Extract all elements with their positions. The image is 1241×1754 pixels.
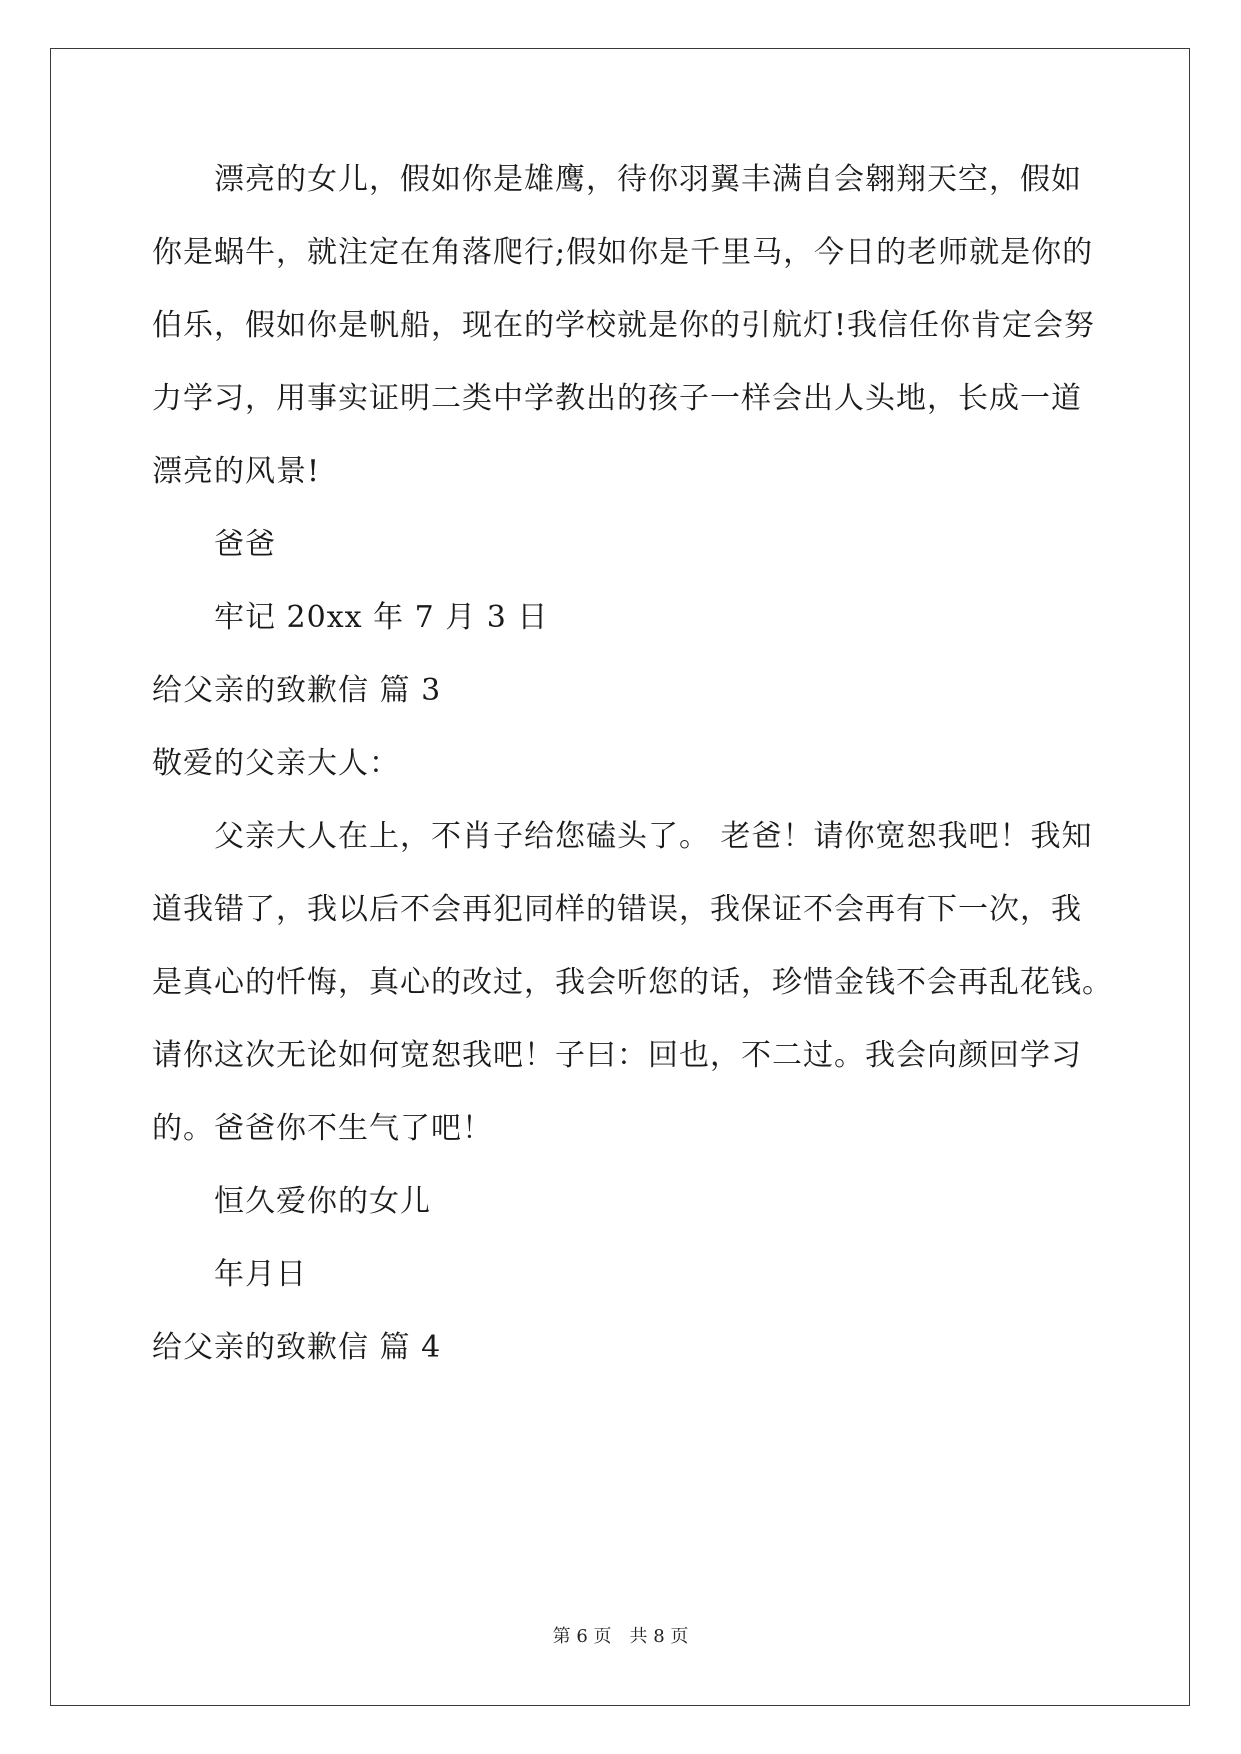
signature-line: 爸爸	[214, 527, 276, 562]
paragraph-line: 漂亮的女儿，假如你是雄鹰，待你羽翼丰满自会翱翔天空，假如	[214, 162, 1082, 197]
paragraph-line: 的。爸爸你不生气了吧！	[152, 1111, 493, 1146]
paragraph-line: 漂亮的风景!	[152, 454, 321, 489]
section-heading: 给父亲的致歉信 篇 3	[152, 673, 442, 708]
page-border	[50, 48, 1190, 1706]
paragraph-line: 是真心的忏悔，真心的改过，我会听您的话，珍惜金钱不会再乱花钱。	[152, 965, 1113, 1000]
paragraph-line: 父亲大人在上，不肖子给您磕头了。 老爸！请你宽恕我吧！我知	[214, 819, 1093, 854]
paragraph-line: 力学习，用事实证明二类中学教出的孩子一样会出人头地，长成一道	[152, 381, 1082, 416]
signature-line: 恒久爱你的女儿	[214, 1184, 431, 1219]
paragraph-line: 伯乐，假如你是帆船，现在的学校就是你的引航灯!我信任你肯定会努	[152, 308, 1096, 343]
paragraph-line: 请你这次无论如何宽恕我吧！子曰：回也，不二过。我会向颜回学习	[152, 1038, 1082, 1073]
page-number-footer: 第 6 页 共 8 页	[552, 1626, 689, 1647]
date-line: 年月日	[214, 1257, 307, 1292]
paragraph-line: 道我错了，我以后不会再犯同样的错误，我保证不会再有下一次，我	[152, 892, 1082, 927]
date-line: 牢记 20xx 年 7 月 3 日	[214, 600, 549, 635]
paragraph-line: 你是蜗牛，就注定在角落爬行;假如你是千里马，今日的老师就是你的	[152, 235, 1094, 270]
section-heading: 给父亲的致歉信 篇 4	[152, 1330, 442, 1365]
salutation: 敬爱的父亲大人：	[152, 746, 400, 781]
